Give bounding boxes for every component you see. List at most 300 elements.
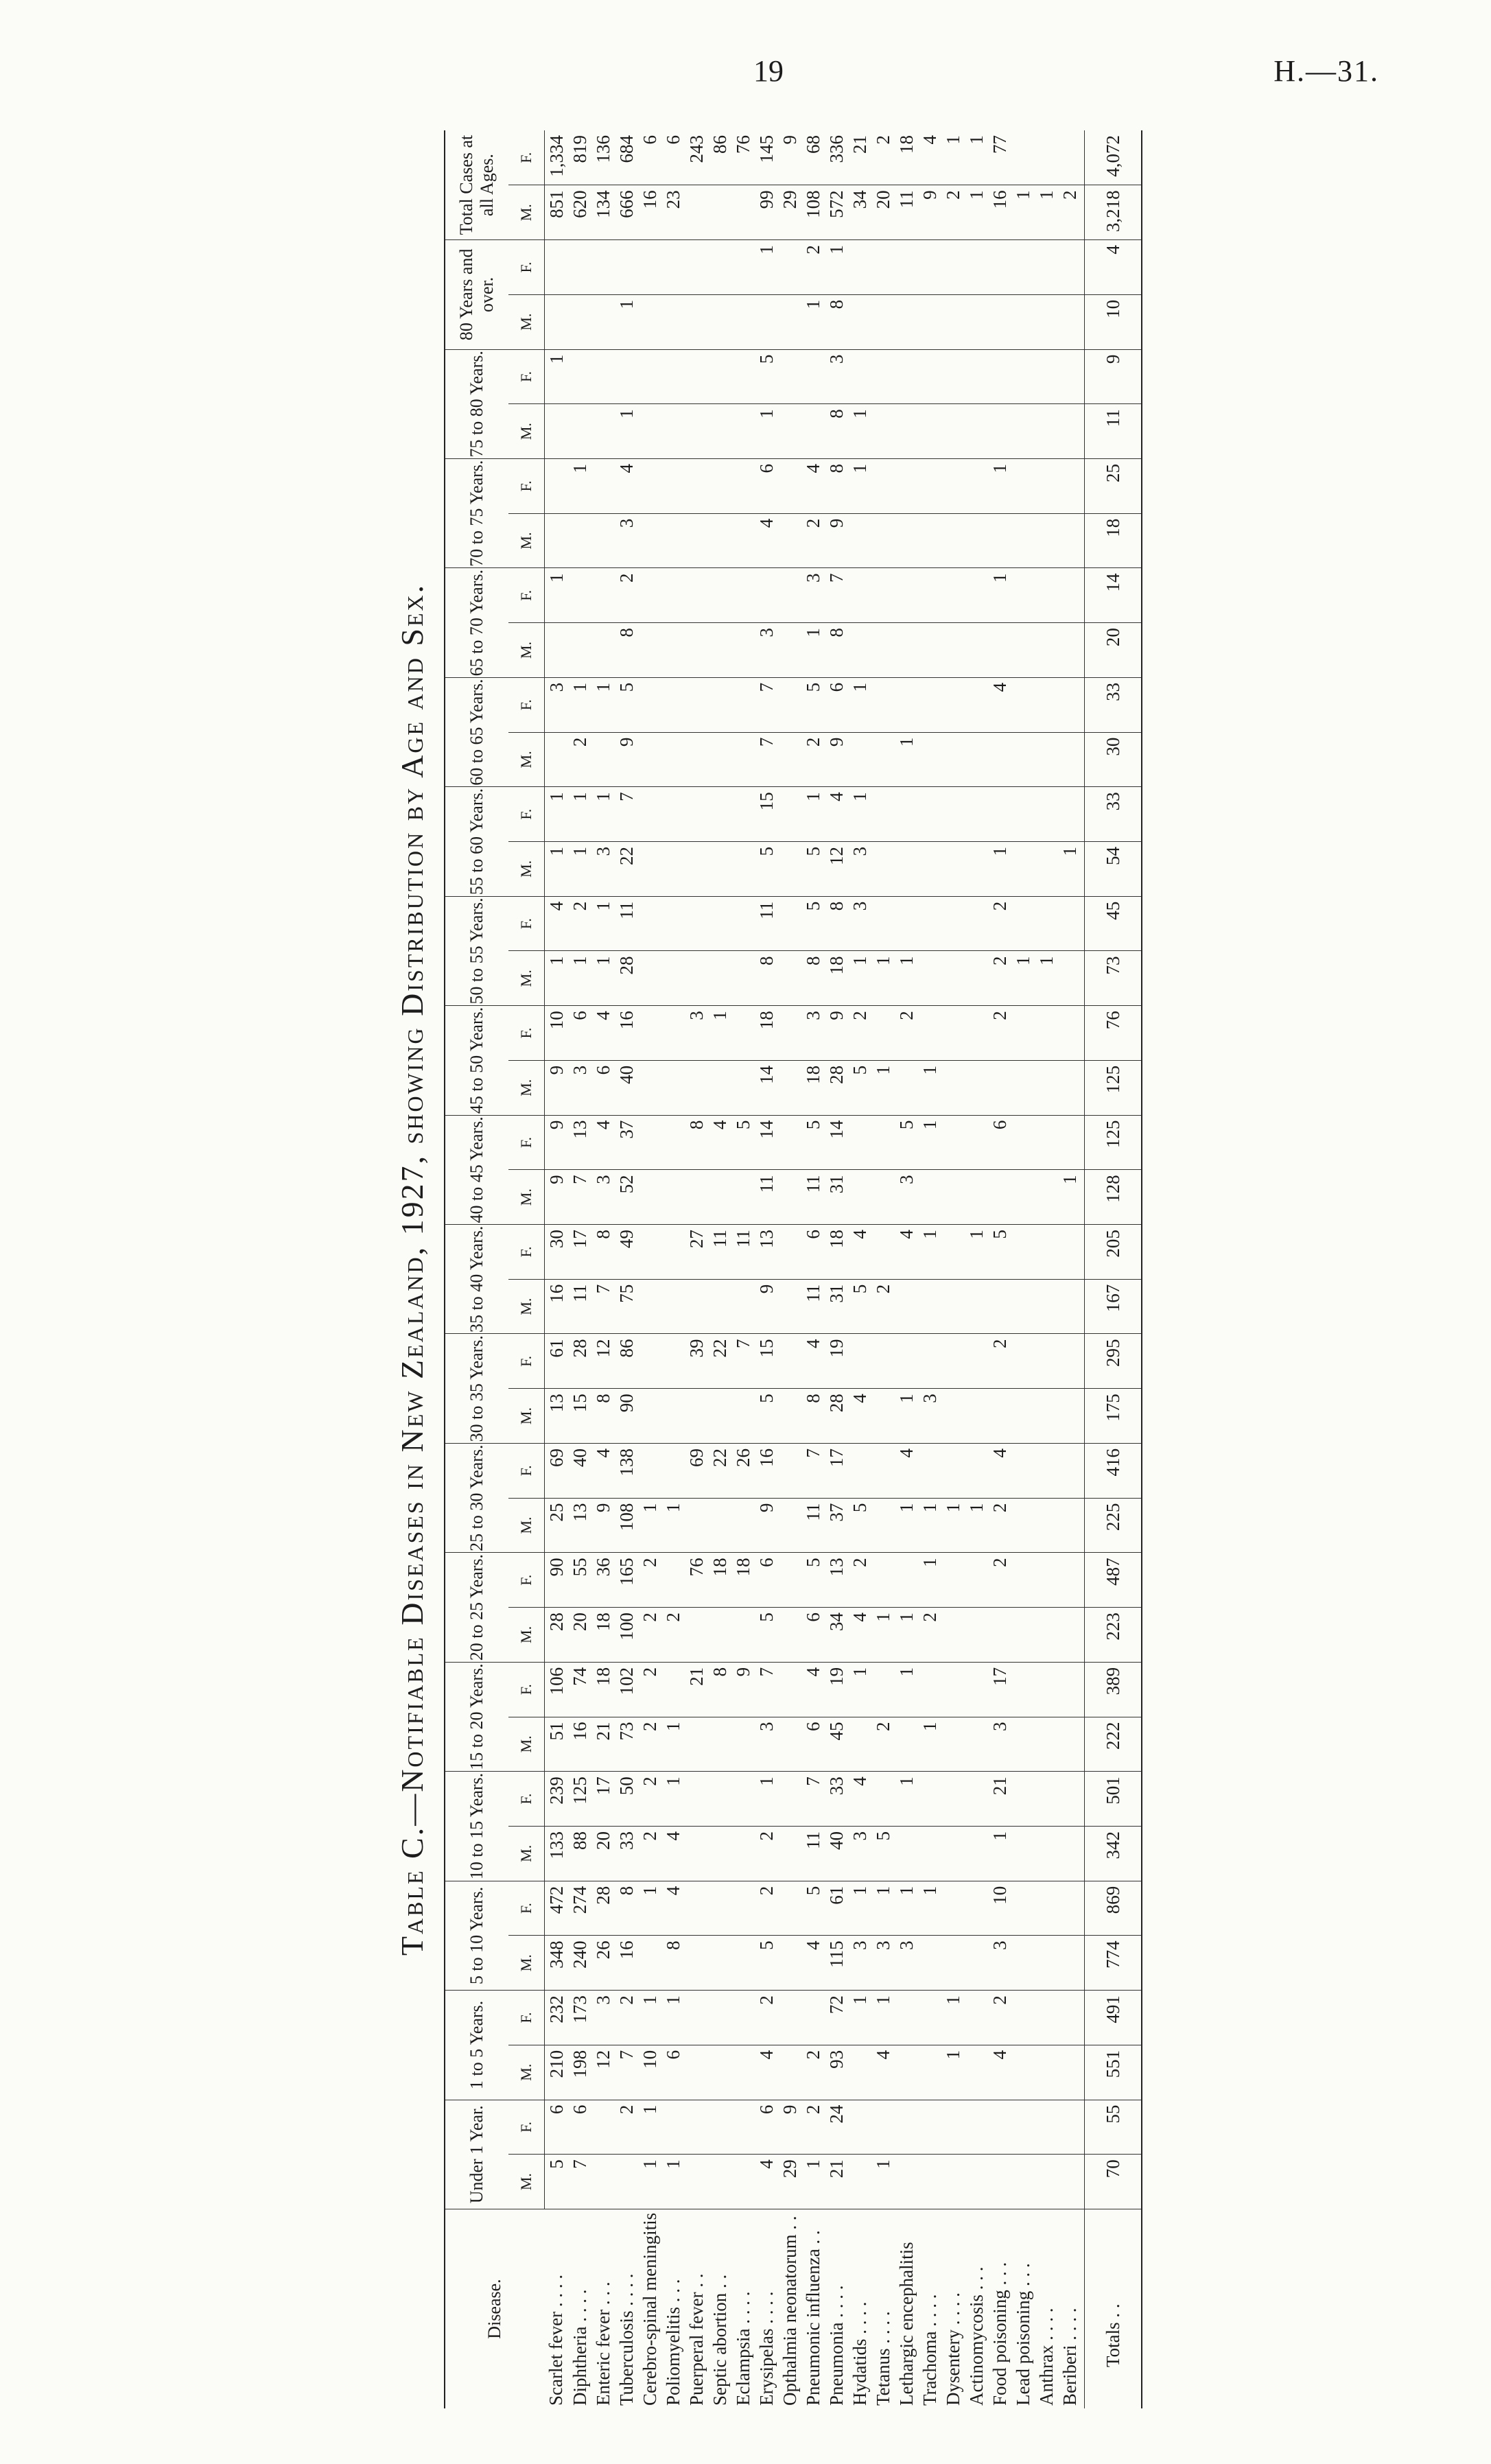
female-cases-cell: 30 <box>545 1225 569 1280</box>
dot-leader: . . . . <box>919 2294 940 2332</box>
female-cases-cell <box>895 896 918 951</box>
male-cases-cell <box>568 623 591 678</box>
female-cases-cell: 40 <box>568 1443 591 1498</box>
female-cases-cell <box>778 349 801 404</box>
disease-name: Enteric fever . . . <box>592 2281 613 2406</box>
female-cases-cell <box>568 240 591 295</box>
male-cases-cell: 9 <box>755 1279 778 1334</box>
notifiable-diseases-table <box>444 130 1142 2408</box>
female-cases-cell <box>871 896 895 951</box>
male-cases-cell: 1 <box>895 1498 918 1553</box>
male-cases-cell <box>731 732 755 787</box>
male-cases-cell <box>731 1060 755 1115</box>
female-cases-cell: 4,072 <box>1085 130 1142 185</box>
female-cases-cell: 2 <box>755 1881 778 1936</box>
female-cases-cell <box>778 568 801 623</box>
female-cases-cell: 2 <box>988 1553 1011 1608</box>
female-cases-cell <box>1011 1662 1035 1717</box>
female-cases-cell: 8 <box>685 1115 708 1170</box>
female-cases-cell <box>918 1991 941 2045</box>
male-column-header: M. <box>508 623 545 678</box>
male-cases-cell: 2 <box>918 1608 941 1663</box>
female-cases-cell <box>1035 1991 1058 2045</box>
male-cases-cell <box>918 513 941 568</box>
female-cases-cell <box>848 568 871 623</box>
table-row <box>848 130 871 2408</box>
male-cases-cell <box>1011 2155 1035 2209</box>
female-cases-cell <box>941 896 965 951</box>
male-cases-cell <box>778 1060 801 1115</box>
female-cases-cell: 14 <box>825 1115 848 1170</box>
female-cases-cell <box>1058 1881 1085 1936</box>
female-cases-cell <box>731 1006 755 1061</box>
male-cases-cell <box>568 404 591 459</box>
female-cases-cell <box>1058 1772 1085 1827</box>
male-cases-cell: 5 <box>801 842 825 897</box>
male-cases-cell <box>1058 1389 1085 1444</box>
female-cases-cell: 61 <box>545 1334 569 1389</box>
male-cases-cell: 16 <box>638 185 661 240</box>
male-cases-cell <box>941 1060 965 1115</box>
female-cases-cell <box>1035 240 1058 295</box>
female-cases-cell <box>685 896 708 951</box>
male-cases-cell <box>708 513 731 568</box>
male-cases-cell <box>708 1170 731 1225</box>
female-cases-cell <box>988 349 1011 404</box>
female-cases-cell: 11 <box>755 896 778 951</box>
age-group-header: 70 to 75 Years. <box>445 459 508 568</box>
male-cases-cell <box>778 1498 801 1553</box>
male-cases-cell <box>685 951 708 1006</box>
female-cases-cell <box>638 1006 661 1061</box>
female-cases-cell: 10 <box>988 1881 1011 1936</box>
female-cases-cell: 2 <box>801 240 825 295</box>
male-cases-cell: 100 <box>615 1608 638 1663</box>
female-cases-cell: 14 <box>755 1115 778 1170</box>
female-cases-cell: 26 <box>731 1443 755 1498</box>
female-cases-cell: 4 <box>825 787 848 842</box>
female-cases-cell: 21 <box>685 1662 708 1717</box>
disease-name: Opthalmia neonatorum . . <box>779 2216 800 2406</box>
male-cases-cell <box>545 513 569 568</box>
female-cases-cell <box>965 677 988 732</box>
male-cases-cell <box>941 513 965 568</box>
male-cases-cell <box>685 2045 708 2100</box>
male-cases-cell <box>988 1389 1011 1444</box>
female-cases-cell: 1 <box>638 2100 661 2155</box>
male-cases-cell <box>708 404 731 459</box>
female-cases-cell <box>871 349 895 404</box>
female-cases-cell: 5 <box>731 1115 755 1170</box>
male-cases-cell <box>1058 513 1085 568</box>
female-cases-cell <box>1058 568 1085 623</box>
male-cases-cell <box>661 1060 685 1115</box>
female-cases-cell: 49 <box>615 1225 638 1280</box>
male-cases-cell: 70 <box>1085 2155 1142 2209</box>
male-cases-cell: 3 <box>591 842 615 897</box>
male-cases-cell <box>941 1389 965 1444</box>
dot-leader: . . . . <box>825 2285 847 2323</box>
female-cases-cell <box>1011 568 1035 623</box>
female-cases-cell: 17 <box>591 1772 615 1827</box>
table-row <box>545 130 569 2408</box>
female-cases-cell <box>1058 1225 1085 1280</box>
female-cases-cell <box>685 568 708 623</box>
female-cases-cell: 4 <box>591 1443 615 1498</box>
female-cases-cell <box>1011 240 1035 295</box>
female-cases-cell: 3 <box>825 349 848 404</box>
male-cases-cell <box>638 404 661 459</box>
male-cases-cell: 8 <box>825 404 848 459</box>
female-cases-cell: 6 <box>755 2100 778 2155</box>
dot-leader: . . <box>1102 2303 1123 2323</box>
male-cases-cell <box>1035 1717 1058 1772</box>
female-cases-cell <box>685 787 708 842</box>
female-cases-cell <box>1058 1662 1085 1717</box>
male-cases-cell <box>1035 1060 1058 1115</box>
female-cases-cell <box>918 1662 941 1717</box>
male-cases-cell <box>1058 294 1085 349</box>
female-cases-cell: 19 <box>825 1662 848 1717</box>
female-cases-cell: 2 <box>988 1334 1011 1389</box>
male-cases-cell: 5 <box>848 1279 871 1334</box>
female-cases-cell <box>895 677 918 732</box>
male-cases-cell <box>965 404 988 459</box>
female-cases-cell: 5 <box>615 677 638 732</box>
female-cases-cell <box>918 677 941 732</box>
disease-name: Lethargic encephalitis <box>895 2242 917 2406</box>
male-cases-cell: 133 <box>545 1826 569 1881</box>
female-cases-cell: 1 <box>848 459 871 514</box>
male-cases-cell <box>778 1608 801 1663</box>
male-cases-cell <box>918 1170 941 1225</box>
female-cases-cell <box>1011 1881 1035 1936</box>
female-cases-cell <box>871 1006 895 1061</box>
female-cases-cell: 1 <box>965 130 988 185</box>
female-cases-cell <box>731 240 755 295</box>
female-cases-cell: 13 <box>568 1115 591 1170</box>
male-cases-cell <box>1058 623 1085 678</box>
male-cases-cell: 31 <box>825 1279 848 1334</box>
male-cases-cell: 9 <box>615 732 638 787</box>
male-cases-cell: 1 <box>1011 951 1035 1006</box>
male-column-header: M. <box>508 1936 545 1991</box>
male-cases-cell: 1 <box>1011 185 1035 240</box>
male-cases-cell <box>871 623 895 678</box>
male-cases-cell <box>1011 1389 1035 1444</box>
female-cases-cell: 4 <box>895 1225 918 1280</box>
male-cases-cell: 3 <box>988 1936 1011 1991</box>
female-cases-cell <box>778 1443 801 1498</box>
female-cases-cell <box>918 349 941 404</box>
female-cases-cell <box>1035 130 1058 185</box>
male-cases-cell <box>1035 1389 1058 1444</box>
male-cases-cell <box>988 2155 1011 2209</box>
male-cases-cell: 54 <box>1085 842 1142 897</box>
female-column-header: F. <box>508 1553 545 1608</box>
table-row <box>591 130 615 2408</box>
female-cases-cell: 4 <box>895 1443 918 1498</box>
male-cases-cell <box>708 732 731 787</box>
female-cases-cell <box>895 568 918 623</box>
female-cases-cell <box>895 2100 918 2155</box>
male-cases-cell <box>941 732 965 787</box>
male-cases-cell <box>591 513 615 568</box>
female-cases-cell: 1 <box>941 130 965 185</box>
disease-name: Anthrax . . . . <box>1035 2308 1057 2406</box>
male-cases-cell: 8 <box>825 294 848 349</box>
male-cases-cell <box>965 732 988 787</box>
male-cases-cell: 3 <box>871 1936 895 1991</box>
male-cases-cell: 1 <box>1035 951 1058 1006</box>
male-cases-cell: 12 <box>825 842 848 897</box>
female-cases-cell <box>615 240 638 295</box>
female-column-header: F. <box>508 1006 545 1061</box>
female-cases-cell: 239 <box>545 1772 569 1827</box>
female-cases-cell: 37 <box>615 1115 638 1170</box>
male-cases-cell <box>1035 1608 1058 1663</box>
female-cases-cell: 487 <box>1085 1553 1142 1608</box>
female-cases-cell: 16 <box>615 1006 638 1061</box>
female-cases-cell: 61 <box>825 1881 848 1936</box>
male-cases-cell <box>1035 623 1058 678</box>
male-cases-cell: 20 <box>871 185 895 240</box>
male-cases-cell: 5 <box>871 1826 895 1881</box>
female-cases-cell <box>848 1443 871 1498</box>
female-cases-cell <box>1035 896 1058 951</box>
female-cases-cell: 1 <box>545 349 569 404</box>
male-cases-cell: 5 <box>755 842 778 897</box>
male-cases-cell: 1 <box>591 951 615 1006</box>
male-cases-cell: 572 <box>825 185 848 240</box>
female-cases-cell <box>871 1553 895 1608</box>
female-cases-cell: 5 <box>801 1553 825 1608</box>
female-cases-cell: 8 <box>615 1881 638 1936</box>
female-cases-cell <box>591 2100 615 2155</box>
female-cases-cell: 45 <box>1085 896 1142 951</box>
male-cases-cell <box>918 1826 941 1881</box>
male-cases-cell <box>708 1608 731 1663</box>
female-cases-cell <box>661 1006 685 1061</box>
female-cases-cell <box>895 1553 918 1608</box>
female-cases-cell <box>638 787 661 842</box>
male-cases-cell <box>871 1170 895 1225</box>
male-cases-cell <box>1035 1498 1058 1553</box>
male-cases-cell <box>778 842 801 897</box>
female-cases-cell: 69 <box>685 1443 708 1498</box>
female-cases-cell: 684 <box>615 130 638 185</box>
female-cases-cell <box>685 1991 708 2045</box>
male-cases-cell <box>685 185 708 240</box>
female-cases-cell <box>871 2100 895 2155</box>
male-cases-cell <box>1011 1826 1035 1881</box>
table-row <box>871 130 895 2408</box>
disease-name: Puerperal fever . . <box>685 2273 707 2406</box>
disease-column-header: Disease. <box>445 2209 545 2409</box>
female-cases-cell <box>1035 459 1058 514</box>
female-cases-cell: 13 <box>755 1225 778 1280</box>
male-cases-cell: 18 <box>1085 513 1142 568</box>
male-cases-cell: 13 <box>568 1498 591 1553</box>
female-cases-cell: 76 <box>685 1553 708 1608</box>
male-cases-cell <box>1058 1717 1085 1772</box>
male-cases-cell: 22 <box>615 842 638 897</box>
male-cases-cell <box>685 1060 708 1115</box>
female-cases-cell <box>941 1225 965 1280</box>
male-cases-cell <box>661 842 685 897</box>
male-cases-cell: 75 <box>615 1279 638 1334</box>
female-cases-cell: 3 <box>545 677 569 732</box>
female-cases-cell: 295 <box>1085 1334 1142 1389</box>
female-cases-cell: 4 <box>801 459 825 514</box>
male-cases-cell: 20 <box>591 1826 615 1881</box>
female-cases-cell <box>871 1772 895 1827</box>
male-cases-cell: 2 <box>801 732 825 787</box>
female-cases-cell <box>1058 1443 1085 1498</box>
male-cases-cell: 3 <box>755 1717 778 1772</box>
male-cases-cell <box>1011 1170 1035 1225</box>
male-cases-cell: 7 <box>591 1279 615 1334</box>
female-cases-cell <box>1035 1115 1058 1170</box>
age-group-header: 5 to 10 Years. <box>445 1881 508 1990</box>
male-cases-cell <box>638 1389 661 1444</box>
female-cases-cell: 15 <box>755 787 778 842</box>
female-cases-cell <box>1058 1334 1085 1389</box>
male-cases-cell: 29 <box>778 2155 801 2209</box>
male-cases-cell <box>638 513 661 568</box>
male-cases-cell: 1 <box>568 842 591 897</box>
female-cases-cell <box>941 1115 965 1170</box>
male-cases-cell: 2 <box>638 1717 661 1772</box>
female-cases-cell <box>568 349 591 404</box>
male-cases-cell: 1 <box>545 951 569 1006</box>
male-cases-cell <box>685 1936 708 1991</box>
female-cases-cell <box>1035 1334 1058 1389</box>
rotated-table-block <box>381 130 1170 2408</box>
female-cases-cell: 2 <box>638 1553 661 1608</box>
male-cases-cell <box>708 1389 731 1444</box>
male-cases-cell: 1 <box>941 2045 965 2100</box>
female-cases-cell <box>918 2100 941 2155</box>
male-cases-cell <box>965 1170 988 1225</box>
male-cases-cell <box>731 1717 755 1772</box>
female-cases-cell: 72 <box>825 1991 848 2045</box>
male-cases-cell: 9 <box>825 513 848 568</box>
female-cases-cell <box>1011 1006 1035 1061</box>
male-cases-cell <box>1011 1060 1035 1115</box>
male-cases-cell: 2 <box>755 1826 778 1881</box>
female-cases-cell <box>708 568 731 623</box>
male-cases-cell <box>1011 404 1035 459</box>
dot-leader: . . <box>802 2230 823 2249</box>
male-cases-cell: 1 <box>848 951 871 1006</box>
female-cases-cell <box>918 459 941 514</box>
male-cases-cell: 128 <box>1085 1170 1142 1225</box>
male-cases-cell: 1 <box>1035 185 1058 240</box>
male-cases-cell <box>848 2155 871 2209</box>
age-group-header: 75 to 80 Years. <box>445 349 508 458</box>
female-cases-cell <box>918 1006 941 1061</box>
male-cases-cell <box>941 1170 965 1225</box>
male-cases-cell: 3 <box>568 1060 591 1115</box>
male-cases-cell <box>1058 1498 1085 1553</box>
table-row <box>895 130 918 2408</box>
female-cases-cell: 1 <box>941 1991 965 2045</box>
female-cases-cell <box>895 1334 918 1389</box>
male-cases-cell <box>988 294 1011 349</box>
female-cases-cell: 2 <box>638 1662 661 1717</box>
female-cases-cell <box>731 2100 755 2155</box>
male-cases-cell: 4 <box>755 2045 778 2100</box>
male-cases-cell <box>965 1279 988 1334</box>
female-cases-cell <box>778 1662 801 1717</box>
male-cases-cell: 3 <box>895 1936 918 1991</box>
female-cases-cell <box>708 677 731 732</box>
age-group-header: 20 to 25 Years. <box>445 1553 508 1662</box>
age-group-header-row <box>445 130 508 2408</box>
male-cases-cell <box>965 1060 988 1115</box>
female-cases-cell: 1 <box>568 459 591 514</box>
male-cases-cell <box>661 732 685 787</box>
female-cases-cell <box>1035 1553 1058 1608</box>
male-cases-cell: 1 <box>895 1608 918 1663</box>
female-cases-cell: 2 <box>871 130 895 185</box>
male-cases-cell: 18 <box>825 951 848 1006</box>
male-cases-cell <box>545 732 569 787</box>
male-cases-cell: 6 <box>661 2045 685 2100</box>
female-cases-cell <box>708 349 731 404</box>
male-cases-cell <box>778 513 801 568</box>
female-cases-cell <box>685 677 708 732</box>
male-cases-cell <box>685 513 708 568</box>
male-cases-cell: 1 <box>568 951 591 1006</box>
male-cases-cell <box>848 513 871 568</box>
female-cases-cell: 4 <box>848 1225 871 1280</box>
female-cases-cell: 8 <box>825 896 848 951</box>
male-cases-cell <box>661 623 685 678</box>
female-cases-cell <box>778 1006 801 1061</box>
female-cases-cell <box>895 1991 918 2045</box>
female-cases-cell <box>755 568 778 623</box>
female-cases-cell: 2 <box>988 896 1011 951</box>
disease-name: Lead poisoning . . . <box>1012 2263 1033 2406</box>
female-cases-cell <box>965 1006 988 1061</box>
female-cases-cell <box>848 240 871 295</box>
table-row <box>918 130 941 2408</box>
male-cases-cell: 4 <box>848 1608 871 1663</box>
male-cases-cell: 29 <box>778 185 801 240</box>
male-cases-cell: 240 <box>568 1936 591 1991</box>
female-cases-cell <box>1035 1772 1058 1827</box>
female-cases-cell <box>918 1443 941 1498</box>
male-cases-cell <box>848 623 871 678</box>
male-cases-cell: 1 <box>895 951 918 1006</box>
female-cases-cell <box>1058 130 1085 185</box>
female-cases-cell <box>1035 2100 1058 2155</box>
male-cases-cell <box>848 294 871 349</box>
female-cases-cell <box>918 787 941 842</box>
female-cases-cell <box>918 568 941 623</box>
female-cases-cell: 86 <box>708 130 731 185</box>
male-column-header: M. <box>508 1826 545 1881</box>
table-row <box>755 130 778 2408</box>
male-cases-cell: 2 <box>638 1826 661 1881</box>
male-cases-cell <box>895 2045 918 2100</box>
male-cases-cell: 1 <box>871 1060 895 1115</box>
male-cases-cell: 666 <box>615 185 638 240</box>
age-group-header: Total Cases at all Ages. <box>445 130 508 240</box>
male-cases-cell: 1 <box>895 1389 918 1444</box>
